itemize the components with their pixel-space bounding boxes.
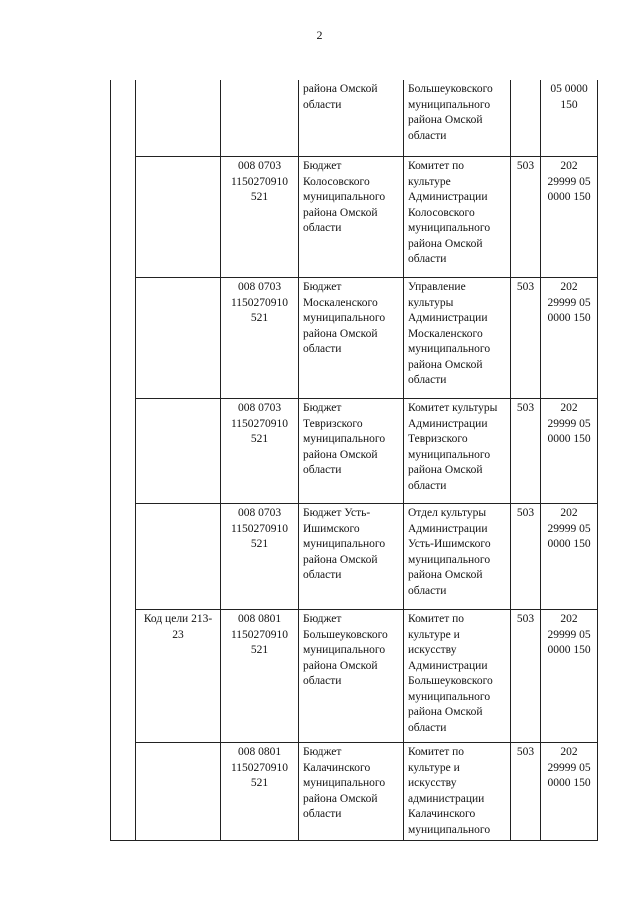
income-code-cell: 202 29999 05 0000 150 (541, 157, 598, 278)
goal-cell (136, 743, 221, 841)
goal-cell (136, 399, 221, 504)
admin-code-cell: 503 (511, 399, 541, 504)
expense-code-cell: 008 0703 1150270910 521 (221, 399, 299, 504)
table-row (111, 504, 598, 610)
budget-cell: Бюджет Тевризского муниципального района Омской области (299, 399, 404, 504)
empty-first-column (111, 80, 136, 841)
expense-code-cell: 008 0703 1150270910 521 (221, 504, 299, 610)
income-code-cell: 202 29999 05 0000 150 (541, 399, 598, 504)
income-code-cell: 202 29999 05 0000 150 (541, 610, 598, 743)
goal-cell (136, 80, 221, 157)
table-row (111, 278, 598, 399)
recipient-cell: Большеуковского муниципального района Омской области (404, 80, 511, 157)
table-row-continuation (111, 80, 598, 157)
expense-code-cell: 008 0703 1150270910 521 (221, 278, 299, 399)
expense-code-cell: 008 0801 1150270910 521 (221, 610, 299, 743)
income-code-cell: 202 29999 05 0000 150 (541, 743, 598, 841)
budget-cell: Бюджет Колосовского муниципального района Омской области (299, 157, 404, 278)
recipient-cell: Комитет по культуре Администрации Колосовского муниципального района Омской области (404, 157, 511, 278)
income-code-cell: 202 29999 05 0000 150 (541, 278, 598, 399)
budget-cell: Бюджет Большеуковского муниципального района Омской области (299, 610, 404, 743)
budget-cell: Бюджет Москаленского муниципального района Омской области (299, 278, 404, 399)
admin-code-cell: 503 (511, 157, 541, 278)
expense-code-cell (221, 80, 299, 157)
goal-cell: Код цели 213-23 (136, 610, 221, 743)
income-code-cell: 05 0000 150 (541, 80, 598, 157)
goal-cell (136, 504, 221, 610)
distribution-table (110, 80, 598, 841)
budget-cell: Бюджет Калачинского муниципального района Омской области (299, 743, 404, 841)
table-row (111, 610, 598, 743)
recipient-cell: Отдел культуры Администрации Усть-Ишимского муниципального района Омской области (404, 504, 511, 610)
table-row (111, 157, 598, 278)
goal-cell (136, 278, 221, 399)
income-code-cell: 202 29999 05 0000 150 (541, 504, 598, 610)
goal-cell (136, 157, 221, 278)
expense-code-cell: 008 0703 1150270910 521 (221, 157, 299, 278)
table-row (111, 399, 598, 504)
admin-code-cell: 503 (511, 504, 541, 610)
admin-code-cell: 503 (511, 278, 541, 399)
admin-code-cell: 503 (511, 610, 541, 743)
budget-cell: района Омской области (299, 80, 404, 157)
recipient-cell: Комитет по культуре и искусству администрации Калачинского муниципального (404, 743, 511, 841)
table-row (111, 743, 598, 841)
admin-code-cell (511, 80, 541, 157)
recipient-cell: Комитет по культуре и искусству Администрации Большеуковского муниципального района Омской области (404, 610, 511, 743)
recipient-cell: Управление культуры Администрации Москаленского муниципального района Омской области (404, 278, 511, 399)
recipient-cell: Комитет культуры Администрации Тевризского муниципального района Омской области (404, 399, 511, 504)
budget-cell: Бюджет Усть-Ишимского муниципального района Омской области (299, 504, 404, 610)
page-number: 2 (316, 28, 323, 42)
admin-code-cell: 503 (511, 743, 541, 841)
expense-code-cell: 008 0801 1150270910 521 (221, 743, 299, 841)
